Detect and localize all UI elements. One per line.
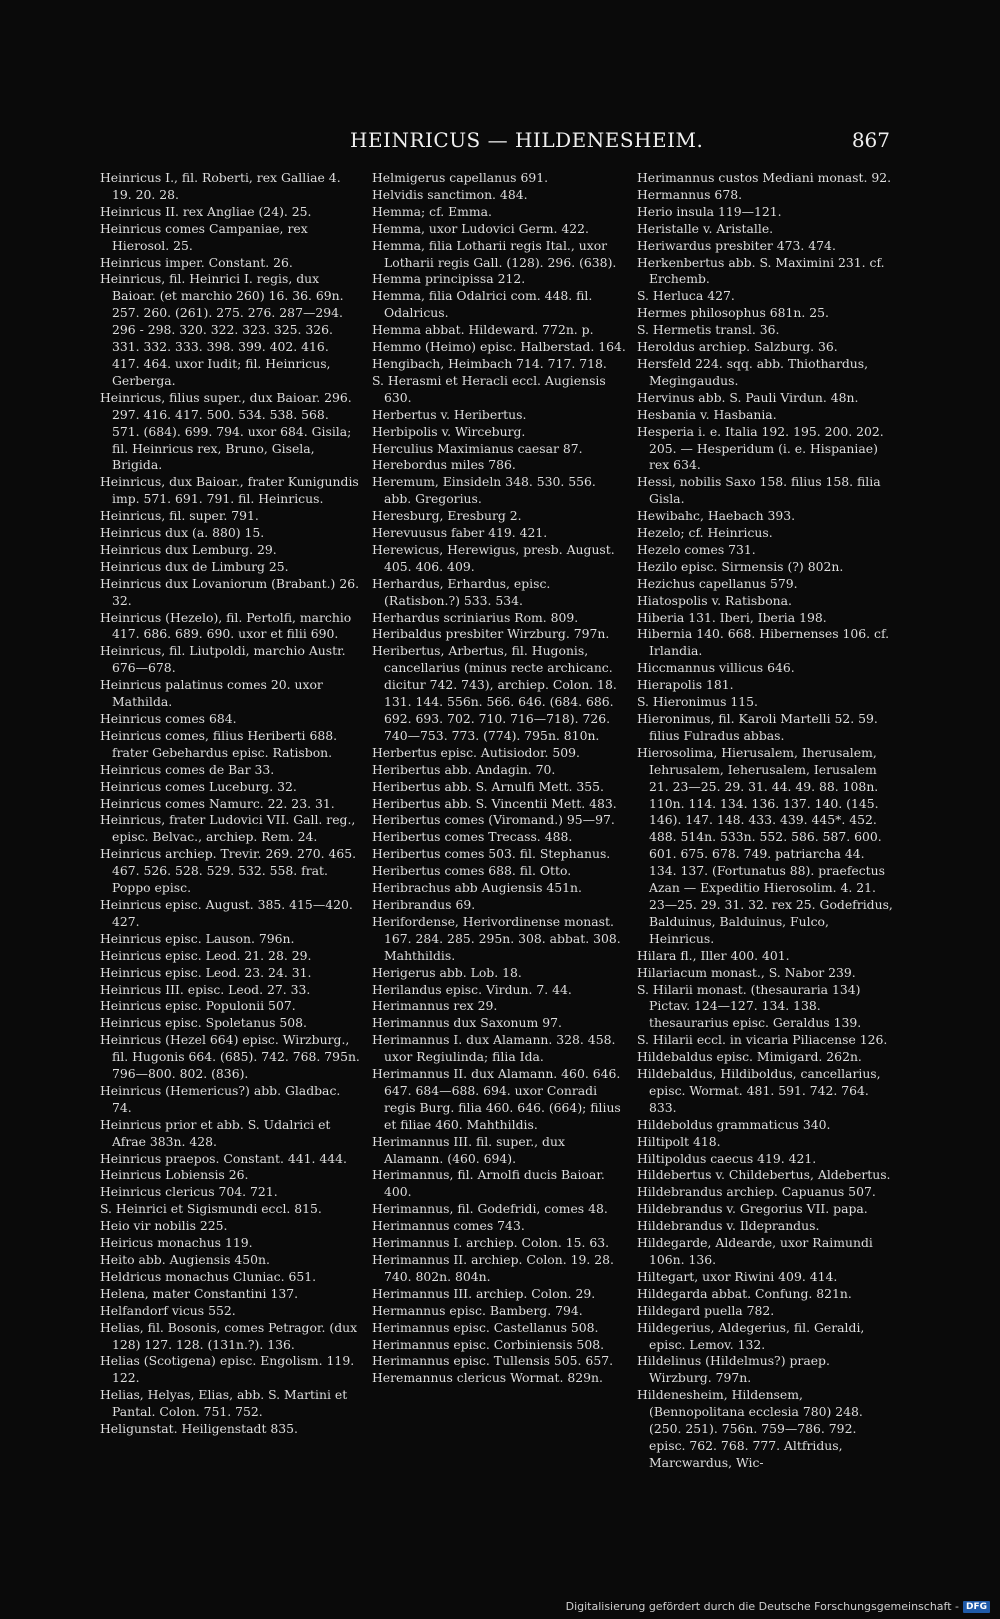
index-entry: Heriwardus presbiter 473. 474. <box>637 237 836 253</box>
index-entry: Heribaldus presbiter Wirzburg. 797n. <box>372 626 610 642</box>
index-entry: Hiatospolis v. Ratisbona. <box>637 592 792 608</box>
index-entry: Herimannus episc. Tullensis 505. 657. <box>372 1353 614 1369</box>
index-entry: Heinricus comes, filius Heriberti 688. frater Gebehardus episc. Ratisbon. <box>100 727 338 760</box>
index-entry: Heinricus, filius super., dux Baioar. 296. 297. 416. 417. 500. 534. 538. 568. 571. (684). 699. 794. uxor 684. Gisila; fil. Heinricus rex, Bruno, Gisela, Brigida. <box>100 389 352 473</box>
index-entry: Heribrachus abb Augiensis 451n. <box>372 880 582 896</box>
index-entry: Herhardus scriniarius Rom. 809. <box>372 609 579 625</box>
index-entry: Helias, fil. Bosonis, comes Petragor. (dux 128) 127. 128. (131n.?). 136. <box>100 1319 358 1352</box>
index-entry: Hibernia 140. 668. Hibernenses 106. cf. Irlandia. <box>637 626 890 659</box>
index-entry: Hemmo (Heimo) episc. Halberstad. 164. <box>372 339 626 355</box>
index-entry: Hilara fl., Iller 400. 401. <box>637 947 790 963</box>
index-entry: Heinricus episc. Lauson. 796n. <box>100 930 295 946</box>
index-entry: Heribertus abb. S. Arnulfi Mett. 355. <box>372 778 604 794</box>
index-entry: Herkenbertus abb. S. Maximini 231. cf. Erchemb. <box>637 254 885 287</box>
index-entry: Hildeboldus grammaticus 340. <box>637 1116 831 1132</box>
index-entry: Heremum, Einsideln 348. 530. 556. abb. Gregorius. <box>372 474 596 507</box>
index-entry: Herimannus, fil. Arnolfi ducis Baioar. 400. <box>372 1167 605 1200</box>
index-entry: Hildebrandus v. Gregorius VII. papa. <box>637 1201 868 1217</box>
index-entry: Herimannus II. dux Alamann. 460. 646. 647. 684—688. 694. uxor Conradi regis Burg. filia 460. 646. (664); filius et filiae 460. Mahthildis. <box>372 1066 621 1132</box>
dfg-logo: DFG <box>963 1601 990 1613</box>
index-entry: Heinricus comes Namurc. 22. 23. 31. <box>100 795 335 811</box>
index-entry: S. Hermetis transl. 36. <box>637 322 780 338</box>
index-entry: Herculius Maximianus caesar 87. <box>372 440 583 456</box>
index-entry: Herebordus miles 786. <box>372 457 516 473</box>
index-entry: Hildegarde, Aldearde, uxor Raimundi 106n. 136. <box>637 1235 873 1267</box>
index-entry: Herimannus II. archiep. Colon. 19. 28. 740. 802n. 804n. <box>372 1252 614 1284</box>
index-entry: Hildenesheim, Hildensem, (Bennopolitana ecclesia 780) 248. (250. 251). 756n. 759—786. 792. episc. 762. 768. 777. Altfridus, Marcwardus, Wic- <box>637 1387 863 1470</box>
index-entry: Heldricus monachus Cluniac. 651. <box>100 1268 317 1284</box>
index-entry: Heinricus, fil. Liutpoldi, marchio Austr. 676—678. <box>100 643 346 676</box>
index-entry: Hewibahc, Haebach 393. <box>637 508 796 524</box>
index-entry: Heinricus III. episc. Leod. 27. 33. <box>100 981 311 997</box>
index-entry: Heinricus imper. Constant. 26. <box>100 254 293 270</box>
index-entry: Helvidis sanctimon. 484. <box>372 186 528 202</box>
index-entry: Hemma; cf. Emma. <box>372 203 492 219</box>
index-entry: Helias (Scotigena) episc. Engolism. 119. 122. <box>100 1353 355 1386</box>
page-number: 867 <box>851 128 890 152</box>
index-entry: Herimannus dux Saxonum 97. <box>372 1015 562 1031</box>
index-entry: Hieronimus, fil. Karoli Martelli 52. 59. filius Fulradus abbas. <box>637 711 878 743</box>
footer-text: Digitalisierung gefördert durch die Deutsche Forschungsgemeinschaft - <box>565 1600 959 1613</box>
index-entry: Hildebaldus, Hildiboldus, cancellarius, episc. Wormat. 481. 591. 742. 764. 833. <box>637 1066 881 1115</box>
index-entry: Heinricus episc. August. 385. 415—420. 427. <box>100 896 353 929</box>
index-entry: Hildebrandus archiep. Capuanus 507. <box>637 1184 876 1200</box>
index-entry: Helias, Helyas, Elias, abb. S. Martini et Pantal. Colon. 751. 752. <box>100 1387 348 1420</box>
index-entry: Herewicus, Herewigus, presb. August. 405. 406. 409. <box>372 541 615 574</box>
page-header <box>100 128 890 160</box>
index-entry: Herilandus episc. Virdun. 7. 44. <box>372 981 572 997</box>
index-entry: Herimannus, fil. Godefridi, comes 48. <box>372 1201 608 1217</box>
index-entry: Hemma abbat. Hildeward. 772n. p. <box>372 322 594 338</box>
index-entry: S. Hieronimus 115. <box>637 694 758 710</box>
index-entry: Heinricus comes de Bar 33. <box>100 761 275 777</box>
index-entry: Hiccmannus villicus 646. <box>637 660 795 676</box>
index-entry: Herimannus I. archiep. Colon. 15. 63. <box>372 1235 610 1251</box>
index-entry: Hildegerius, Aldegerius, fil. Geraldi, episc. Lemov. 132. <box>637 1319 865 1352</box>
index-entry: Hemma, uxor Ludovici Germ. 422. <box>372 220 589 236</box>
index-entry: Heinricus comes 684. <box>100 711 237 726</box>
index-entry: Helena, mater Constantini 137. <box>100 1285 299 1301</box>
index-entry: Heinricus archiep. Trevir. 269. 270. 465. 467. 526. 528. 529. 532. 558. frat. Poppo episc. <box>100 846 357 896</box>
index-entry: Hierapolis 181. <box>637 677 734 693</box>
index-entry: Heligunstat. Heiligenstadt 835. <box>100 1421 298 1437</box>
index-entry: Herbipolis v. Wirceburg. <box>372 423 526 439</box>
index-entry: Hiltegart, uxor Riwini 409. 414. <box>637 1268 838 1284</box>
index-entry: Hezelo comes 731. <box>637 541 756 557</box>
index-entry: Hildelinus (Hildelmus?) praep. Wirzburg. 797n. <box>637 1353 830 1386</box>
index-entry: Heroldus archiep. Salzburg. 36. <box>637 339 838 355</box>
page-title: HEINRICUS — HILDENESHEIM. <box>350 128 704 152</box>
index-entry: Herimannus episc. Castellanus 508. <box>372 1319 599 1335</box>
index-entry: Hermes philosophus 681n. 25. <box>637 305 829 321</box>
index-entry: S. Heinrici et Sigismundi eccl. 815. <box>100 1201 322 1217</box>
index-entry: Hermannus 678. <box>637 186 743 202</box>
index-entry: Hesbania v. Hasbania. <box>637 406 777 422</box>
index-entry: Hezilo episc. Sirmensis (?) 802n. <box>637 558 844 574</box>
index-entry: Helmigerus capellanus 691. <box>372 170 549 185</box>
index-entry: Hermannus episc. Bamberg. 794. <box>372 1302 583 1318</box>
index-entry: Hemma, filia Lotharii regis Ital., uxor Lotharii regis Gall. (128). 296. (638). <box>372 237 617 270</box>
index-entry: Herigerus abb. Lob. 18. <box>372 964 522 980</box>
index-entry: Herio insula 119—121. <box>637 203 782 219</box>
index-entry: Heinricus (Hezel 664) episc. Wirzburg., fil. Hugonis 664. (685). 742. 768. 795n. 796—800. 802. (836). <box>100 1032 360 1082</box>
index-entry: Heremannus clericus Wormat. 829n. <box>372 1370 603 1386</box>
index-entry: Heinricus prior et abb. S. Udalrici et Afrae 383n. 428. <box>100 1116 331 1149</box>
index-entry: Hemma, filia Odalrici com. 448. fil. Odalricus. <box>372 288 593 321</box>
index-entry: Herbertus v. Heribertus. <box>372 406 527 422</box>
index-entry: Herimannus episc. Corbiniensis 508. <box>372 1336 605 1352</box>
index-entry: Hemma principissa 212. <box>372 271 526 287</box>
index-entry: Hezichus capellanus 579. <box>637 575 798 591</box>
index-entry: Herimannus comes 743. <box>372 1218 525 1234</box>
index-entry: Hesperia i. e. Italia 192. 195. 200. 202. 205. — Hesperidum (i. e. Hispaniae) rex 634. <box>637 423 884 473</box>
index-entry: Heinricus episc. Leod. 21. 28. 29. <box>100 947 312 963</box>
index-entry: S. Herluca 427. <box>637 288 735 304</box>
index-entry: Hildebertus v. Childebertus, Aldebertus. <box>637 1167 891 1183</box>
index-entry: Heito abb. Augiensis 450n. <box>100 1252 270 1267</box>
index-entry: Hildegarda abbat. Confung. 821n. <box>637 1285 852 1301</box>
index-entry: Heinricus dux Lemburg. 29. <box>100 541 277 557</box>
index-entry: Heinricus (Hemericus?) abb. Gladbac. 74. <box>100 1082 341 1115</box>
index-entry: Heinricus dux (a. 880) 15. <box>100 525 265 541</box>
index-entry: Herimannus III. fil. super., dux Alamann. (460. 694). <box>372 1133 565 1166</box>
index-entry: Hiberia 131. Iberi, Iberia 198. <box>637 609 827 625</box>
index-entry: S. Hilarii eccl. in vicaria Piliacense 126. <box>637 1032 888 1048</box>
index-entry: Hiltipoldus caecus 419. 421. <box>637 1150 817 1166</box>
index-entry: Herimannus rex 29. <box>372 998 498 1014</box>
index-entry: Herifordense, Herivordinense monast. 167. 284. 285. 295n. 308. abbat. 308. Mahthildis. <box>372 913 621 963</box>
index-entry: Heinricus (Hezelo), fil. Pertolfi, marchio 417. 686. 689. 690. uxor et filii 690. <box>100 609 352 642</box>
index-entry: S. Hilarii monast. (thesauraria 134) Pictav. 124—127. 134. 138. thesaurarius episc. Geraldus 139. <box>637 981 862 1031</box>
index-entry: Heinricus II. rex Angliae (24). 25. <box>100 203 312 219</box>
index-column-1 <box>100 170 360 1438</box>
index-entry: Heinricus episc. Leod. 23. 24. 31. <box>100 964 312 980</box>
footer-credit <box>566 1600 990 1613</box>
index-entry: Herimannus III. archiep. Colon. 29. <box>372 1285 596 1301</box>
index-entry: Heinricus episc. Spoletanus 508. <box>100 1015 307 1031</box>
index-entry: Heribertus comes Trecass. 488. <box>372 829 573 845</box>
index-entry: Heinricus, frater Ludovici VII. Gall. reg., episc. Belvac., archiep. Rem. 24. <box>100 812 356 845</box>
index-entry: Heribertus comes 688. fil. Otto. <box>372 863 572 879</box>
index-entry: Herevuusus faber 419. 421. <box>372 525 548 541</box>
index-entry: Hierosolima, Hierusalem, Iherusalem, Iehrusalem, Ieherusalem, Ierusalem 21. 23—25. 29. 31. 44. 49. 88. 108n. 110n. 114. 134. 136. 137. 140. (145. 146). 147. 148. 433. 439. 445*. 452. 488. 514n. 533n. 552. 586. 587. 600. 601. 675. 678. 749. patriarcha 44. 134. 137. (Fortunatus 88). praefectus Azan — Expeditio Hierosolim. 4. 21. 23—25. 29. 31. 32. rex 25. Godefridus, Balduinus, Balduinus, Fulco, Heinricus. <box>637 744 893 946</box>
index-entry: Hessi, nobilis Saxo 158. filius 158. filia Gisla. <box>637 474 881 507</box>
index-entry: Hilariacum monast., S. Nabor 239. <box>637 964 856 980</box>
index-entry: Heinricus dux Lovaniorum (Brabant.) 26. 32. <box>100 575 360 608</box>
index-entry: Hildebrandus v. Ildeprandus. <box>637 1218 820 1234</box>
index-column-3 <box>637 170 893 1472</box>
index-entry: Herbertus episc. Autisiodor. 509. <box>372 744 580 760</box>
index-entry: Heinricus, fil. Heinrici I. regis, dux Baioar. (et marchio 260) 16. 36. 69n. 257. 260. (261). 275. 276. 287—294. 296 - 298. 320. 322. 323. 325. 326. 331. 332. 333. 398. 399. 402. 416. 417. 464. uxor Iudit; fil. Heinricus, Gerberga. <box>100 271 344 388</box>
index-entry: Heribertus, Arbertus, fil. Hugonis, cancellarius (minus recte archicanc. dicitur 742. 743), archiep. Colon. 18. 131. 144. 556n. 566. 646. (684. 686. 692. 693. 702. 710. 716—718). 726. 740—753. 773. (774). 795n. 810n. <box>372 643 617 743</box>
index-entry: Helfandorf vicus 552. <box>100 1302 236 1318</box>
index-entry: S. Herasmi et Heracli eccl. Augiensis 630. <box>372 372 606 405</box>
index-entry: Heinricus Lobiensis 26. <box>100 1167 249 1183</box>
index-entry: Hengibach, Heimbach 714. 717. 718. <box>372 355 607 371</box>
index-entry: Herimannus I. dux Alamann. 328. 458. uxor Regiulinda; filia Ida. <box>372 1032 616 1065</box>
index-entry: Hildebaldus episc. Mimigard. 262n. <box>637 1049 862 1065</box>
index-entry: Heribertus abb. S. Vincentii Mett. 483. <box>372 795 617 811</box>
index-entry: Heinricus I., fil. Roberti, rex Galliae 4. 19. 20. 28. <box>100 170 341 202</box>
index-entry: Heresburg, Eresburg 2. <box>372 508 522 524</box>
index-entry: Heio vir nobilis 225. <box>100 1218 228 1234</box>
index-entry: Heribertus abb. Andagin. 70. <box>372 761 556 777</box>
index-entry: Heinricus clericus 704. 721. <box>100 1184 278 1200</box>
index-column-2 <box>372 170 626 1387</box>
index-entry: Hiltipolt 418. <box>637 1133 721 1149</box>
index-entry: Heinricus comes Luceburg. 32. <box>100 778 297 794</box>
index-entry: Herhardus, Erhardus, episc. (Ratisbon.?) 533. 534. <box>372 575 551 608</box>
index-entry: Heribertus comes 503. fil. Stephanus. <box>372 846 611 862</box>
index-entry: Heribertus comes (Viromand.) 95—97. <box>372 812 615 828</box>
index-entry: Heinricus dux de Limburg 25. <box>100 558 289 574</box>
index-entry: Heinricus praepos. Constant. 441. 444. <box>100 1150 347 1166</box>
index-entry: Herimannus custos Mediani monast. 92. <box>637 170 892 185</box>
index-entry: Hezelo; cf. Heinricus. <box>637 525 773 541</box>
index-entry: Heinricus episc. Populonii 507. <box>100 998 296 1014</box>
index-entry: Heinricus palatinus comes 20. uxor Mathilda. <box>100 677 323 710</box>
index-entry: Heristalle v. Aristalle. <box>637 220 774 236</box>
index-entry: Hersfeld 224. sqq. abb. Thiothardus, Megingaudus. <box>637 355 869 388</box>
index-entry: Hildegard puella 782. <box>637 1302 775 1318</box>
index-entry: Heinricus comes Campaniae, rex Hierosol. 25. <box>100 220 308 253</box>
index-entry: Heribrandus 69. <box>372 896 476 912</box>
index-entry: Heinricus, fil. super. 791. <box>100 508 259 524</box>
index-entry: Heinricus, dux Baioar., frater Kunigundis imp. 571. 691. 791. fil. Heinricus. <box>100 474 359 507</box>
index-entry: Heiricus monachus 119. <box>100 1235 253 1251</box>
index-entry: Hervinus abb. S. Pauli Virdun. 48n. <box>637 389 859 405</box>
